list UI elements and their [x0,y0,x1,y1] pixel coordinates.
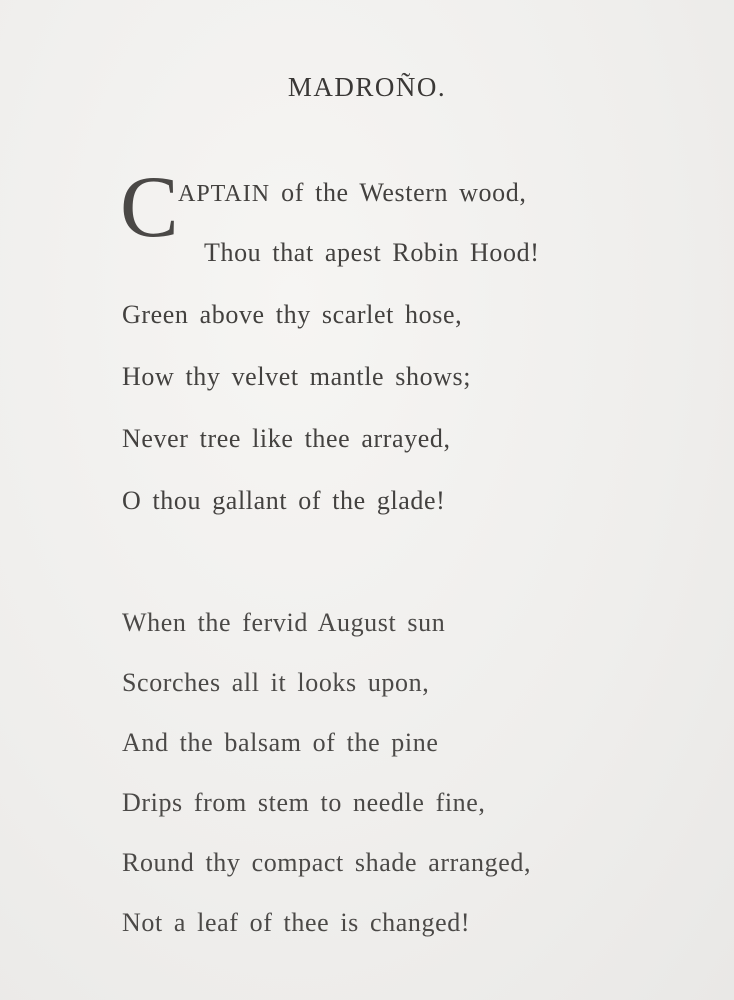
poem-line: Green above thy scarlet hose, [122,300,463,329]
poem-title: MADROÑO. [287,72,447,102]
poem-line: How thy velvet mantle shows; [122,362,472,391]
poem-line: O thou gallant of the glade! [122,486,446,515]
poem-line: Drips from stem to needle fine, [122,788,486,817]
drop-cap: C [120,159,179,256]
poem-line: Round thy compact shade arranged, [122,848,532,877]
poem-line: When the fervid August sun [122,608,446,637]
poem-line: Scorches all it looks upon, [122,668,430,697]
poem-line: And the balsam of the pine [122,728,439,757]
poem-line: Not a leaf of thee is changed! [122,908,471,937]
first-line-rest: of the Western wood, [270,178,527,207]
poem-line: Thou that apest Robin Hood! [204,238,540,267]
poem-line: Never tree like thee arrayed, [122,424,451,453]
poem-line [178,178,526,208]
first-word-caps: APTAIN [178,181,271,207]
